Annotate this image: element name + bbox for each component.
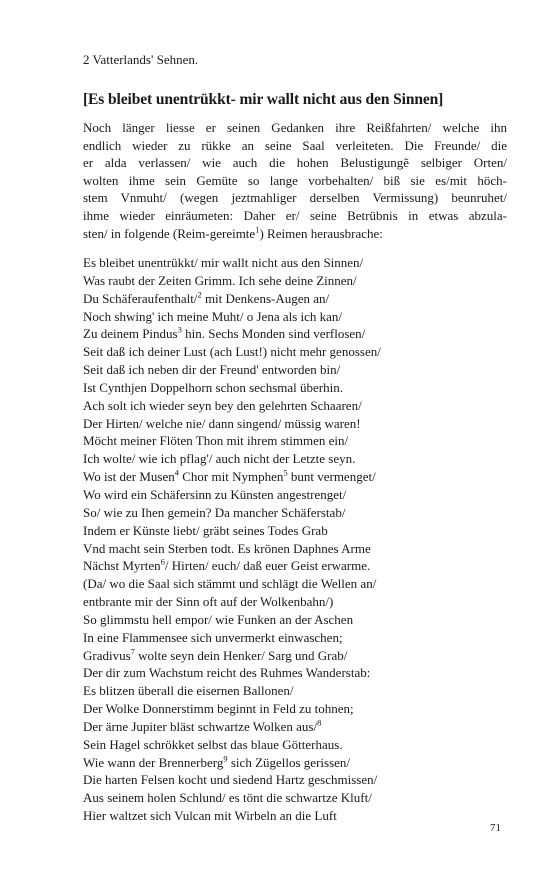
verse-line — [83, 361, 513, 379]
line-text: Die harten Felsen kocht und siedend Hartz geschmissen/ — [83, 772, 378, 788]
verse-line — [83, 504, 513, 522]
verse-line — [83, 468, 513, 486]
line-text: Gradivus — [83, 647, 131, 663]
line-text: Ach solt ich wieder seyn bey den gelehrten Schaaren/ — [83, 397, 362, 413]
footnote-marker: 3 — [177, 325, 182, 336]
verse-line — [83, 736, 513, 754]
poem — [83, 254, 513, 825]
line-text: Der dir zum Wachstum reicht des Ruhmes Wanderstab: — [83, 665, 371, 681]
line-text: Der Hirten/ welche nie/ dann singend/ müssig waren! — [83, 415, 361, 431]
line-text: er alda verlassen/ wie auch die hohen Belustigungẽ selbiger Orten/ — [83, 155, 507, 171]
line-text: bunt vermenget/ — [287, 469, 376, 485]
line-text: sich Zügellos gerissen/ — [227, 754, 351, 770]
line-text: ) Reimen herausbrache: — [259, 225, 383, 241]
line-text: Noch länger liesse er seinen Gedanken ihre Reißfahrten/ welche ihn — [83, 120, 507, 135]
line-text: Der ärne Jupiter bläst schwartze Wolken aus/ — [83, 718, 318, 734]
verse-line — [83, 771, 513, 789]
verse-line — [83, 290, 513, 308]
line-text: So/ wie zu Ihen gemein? Da mancher Schäferstab/ — [83, 504, 346, 520]
verse-line — [83, 754, 513, 772]
line-text: Sein Hagel schrökket selbst das blaue Götterhaus. — [83, 736, 343, 752]
verse-line — [83, 379, 513, 397]
line-text: (Da/ wo die Saal sich stämmt und schlägt die Wellen an/ — [83, 576, 377, 592]
prose-line — [83, 225, 507, 243]
verse-line — [83, 343, 513, 361]
line-text: Zu deinem Pindus — [83, 326, 178, 342]
verse-line — [83, 807, 513, 825]
verse-line — [83, 415, 513, 433]
line-text: Chor mit Nymphen — [179, 469, 284, 485]
section-heading: [Es bleibet unentrükkt- mir wallt nicht aus den Sinnen] — [83, 91, 444, 108]
line-text: Hier waltzet sich Vulcan mit Wirbeln an die Luft — [83, 808, 337, 824]
line-text: ihme wieder einräumeten: Daher er/ seine Betrübnis in etwas abzula- — [83, 207, 507, 223]
line-text: hin. Sechs Monden sind verflosen/ — [181, 326, 366, 342]
line-text: mit Denkens-Augen an/ — [201, 290, 330, 306]
verse-line — [83, 308, 513, 326]
verse-line — [83, 611, 513, 629]
line-text: Es blitzen überall die eisernen Ballonen/ — [83, 683, 294, 699]
prose-line — [83, 172, 507, 190]
verse-line — [83, 557, 513, 575]
verse-line — [83, 664, 513, 682]
page-number: 71 — [490, 822, 501, 834]
prose-paragraph — [83, 119, 507, 242]
verse-line — [83, 325, 513, 343]
verse-line — [83, 682, 513, 700]
line-text: / Hirten/ euch/ daß euer Geist erwarme. — [164, 558, 371, 574]
line-text: wolten ihme sein Gemüte so lange vorbehalten/ biß sie es/mit höch- — [83, 172, 507, 188]
footnote-marker: 6 — [160, 557, 165, 568]
footnote-marker: 7 — [130, 646, 135, 657]
verse-line — [83, 629, 513, 647]
verse-line — [83, 789, 513, 807]
line-text: wolte seyn dein Henker/ Sarg und Grab/ — [134, 647, 348, 663]
line-text: In eine Flammensee sich unvermerkt einwaschen; — [83, 629, 343, 645]
line-text: sten/ in folgende (Reim-gereimte — [83, 225, 256, 241]
verse-line — [83, 647, 513, 665]
line-text: Wo ist der Musen — [83, 469, 175, 485]
verse-line — [83, 522, 513, 540]
footnote-marker: 4 — [174, 467, 179, 478]
verse-line — [83, 254, 513, 272]
footnote-marker: 9 — [223, 753, 228, 764]
verse-line — [83, 432, 513, 450]
verse-line — [83, 540, 513, 558]
line-text: Seit daß ich neben dir der Freund' entworden bin/ — [83, 362, 341, 378]
verse-line — [83, 450, 513, 468]
line-text: entbrante mir der Sinn oft auf der Wolkenbahn/) — [83, 594, 334, 610]
running-head: 2 Vatterlands' Sehnen. — [83, 52, 199, 67]
line-text: Es bleibet unentrükkt/ mir wallt nicht aus den Sinnen/ — [83, 255, 364, 270]
verse-line — [83, 593, 513, 611]
line-text: endlich wieder zu rükke an seine Saal verleiteten. Die Freunde/ die — [83, 137, 507, 153]
line-text: Nächst Myrten — [83, 558, 161, 574]
line-text: Du Schäferaufenthalt/ — [83, 290, 198, 306]
footnote-marker: 2 — [197, 289, 202, 300]
line-text: Was raubt der Zeiten Grimm. Ich sehe deine Zinnen/ — [83, 272, 357, 288]
line-text: Möcht meiner Flöten Thon mit ihrem stimmen ein/ — [83, 433, 349, 449]
verse-line — [83, 397, 513, 415]
line-text: Noch shwing' ich meine Muht/ o Jena als ich kan/ — [83, 308, 343, 324]
prose-line — [83, 119, 507, 137]
verse-line — [83, 575, 513, 593]
prose-line — [83, 189, 507, 207]
line-text: Wo wird ein Schäfersinn zu Künsten angestrenget/ — [83, 486, 347, 502]
line-text: stem Vnmuht/ (wegen jeztmahliger derselben Vermissung) beunruhet/ — [83, 190, 507, 206]
line-text: Wie wann der Brennerberg — [83, 754, 224, 770]
line-text: Ich wolte/ wie ich pflag'/ auch nicht der Letzte seyn. — [83, 451, 356, 467]
line-text: So glimmstu hell empor/ wie Funken an der Aschen — [83, 611, 354, 627]
prose-line — [83, 137, 507, 155]
verse-line — [83, 486, 513, 504]
line-text: Seit daß ich deiner Lust (ach Lust!) nicht mehr genossen/ — [83, 344, 381, 360]
footnote-marker: 1 — [255, 224, 260, 235]
verse-line — [83, 272, 513, 290]
footnote-marker: 5 — [283, 467, 288, 478]
line-text: Vnd macht sein Sterben todt. Es krönen Daphnes Arme — [83, 540, 371, 556]
line-text: Aus seinem holen Schlund/ es tönt die schwartze Kluft/ — [83, 790, 372, 806]
prose-line — [83, 207, 507, 225]
verse-line — [83, 718, 513, 736]
footnote-marker: 8 — [317, 717, 322, 728]
line-text: Der Wolke Donnerstimm beginnt in Feld zu tohnen; — [83, 701, 354, 717]
verse-line — [83, 700, 513, 718]
prose-line — [83, 154, 507, 172]
line-text: Ist Cynthjen Doppelhorn schon sechsmal überhin. — [83, 379, 343, 395]
line-text: Indem er Künste liebt/ gräbt seines Todes Grab — [83, 522, 328, 538]
